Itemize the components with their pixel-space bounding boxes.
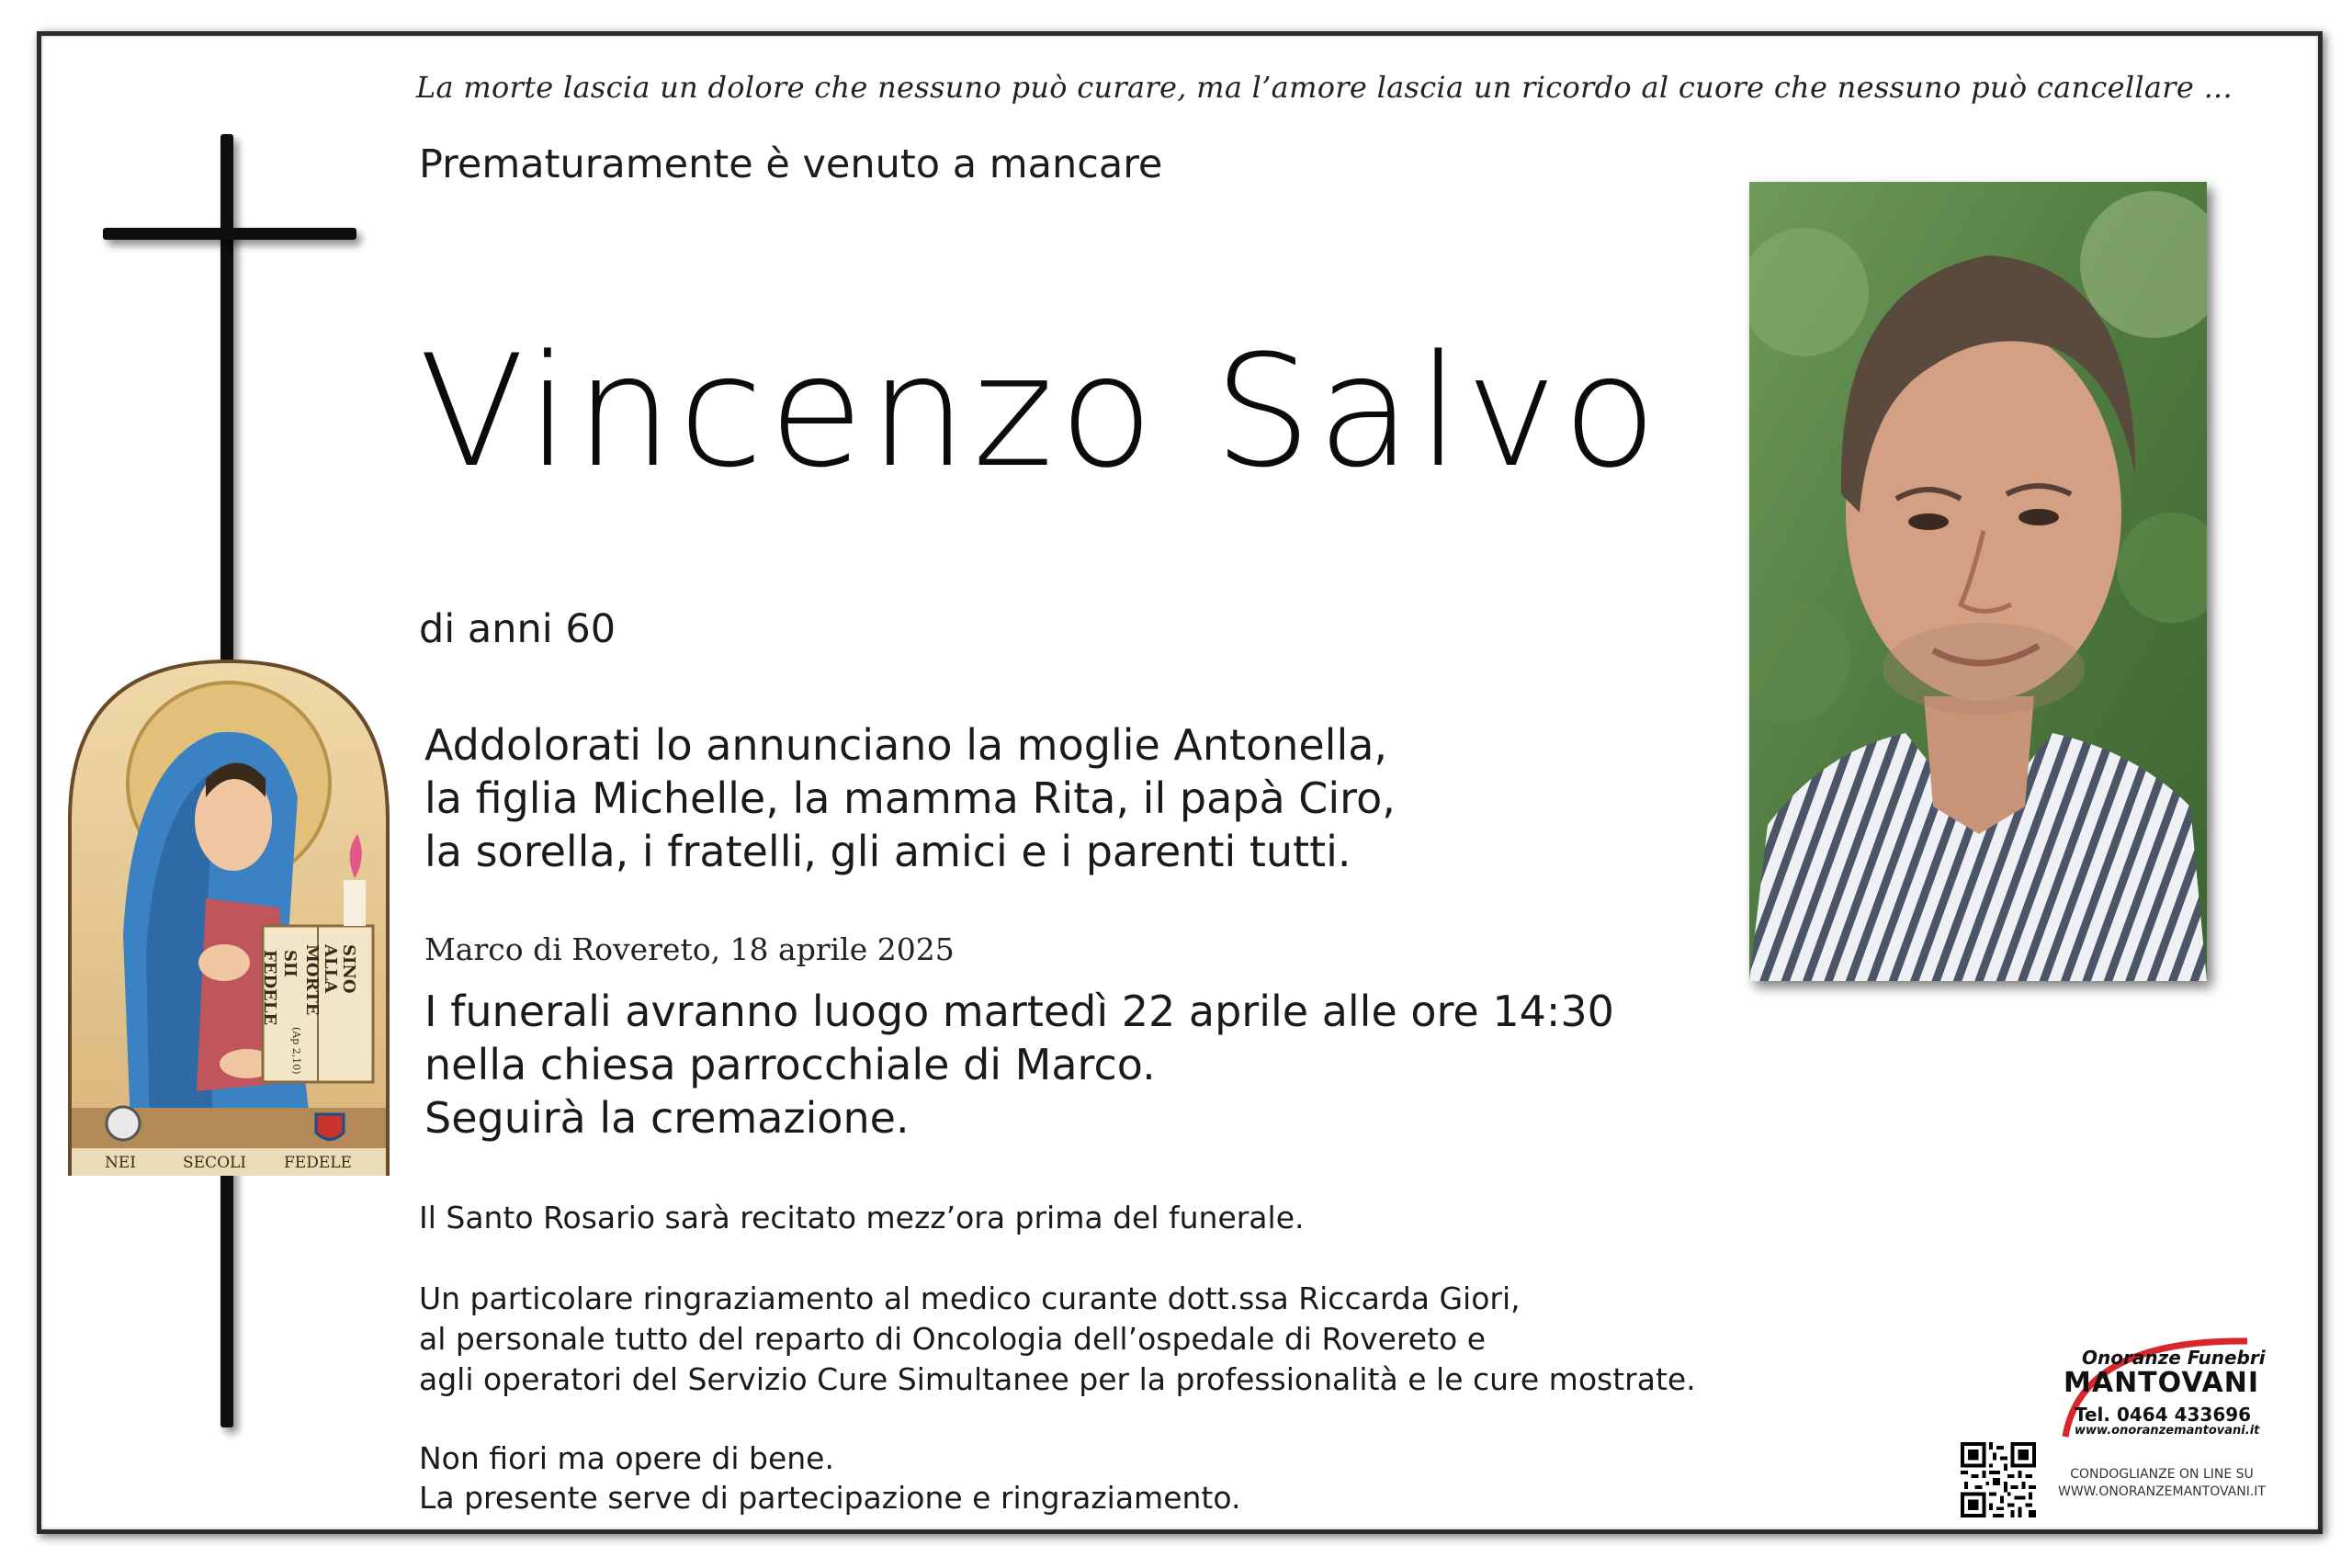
funeral-line: I funerali avranno luogo martedì 22 aprile alle ore 14:30 [424, 987, 1614, 1036]
banner-word: FEDELE [284, 1154, 352, 1172]
intro-line: Prematuramente è venuto a mancare [419, 141, 1163, 187]
closing-line: Non fiori ma opere di bene. [419, 1440, 834, 1476]
logo-phone: Tel. 0464 433696 [2075, 1404, 2252, 1426]
deceased-name: Vincenzo Salvo [419, 321, 1663, 502]
logo-title: Onoranze Funebri [2082, 1347, 2266, 1369]
banner-word: NEI [105, 1154, 136, 1172]
book-text-line: MORTE [302, 944, 322, 1016]
book-ref: (Ap 2,10) [290, 1027, 302, 1075]
announcement-line: la sorella, i fratelli, gli amici e i parenti tutti. [424, 827, 1351, 876]
banner-word: SECOLI [183, 1154, 247, 1172]
madonna-icon-image [68, 660, 390, 1176]
funeral-line: nella chiesa parrocchiale di Marco. [424, 1040, 1156, 1089]
closing-line: La presente serve di partecipazione e ringraziamento. [419, 1480, 1241, 1516]
funeral-home-logo [2054, 1330, 2275, 1440]
announcement-line: Addolorati lo annunciano la moglie Antonella, [424, 720, 1388, 770]
announcement-line: la figlia Michelle, la mamma Rita, il papà Ciro, [424, 773, 1396, 823]
book-text-line: SII [280, 950, 300, 977]
closing-block [419, 1438, 1240, 1517]
logo-website: www.onoranzemantovani.it [2075, 1424, 2260, 1438]
place-date: Marco di Rovereto, 18 aprile 2025 [424, 931, 955, 967]
book-text-line: FEDELE [260, 950, 279, 1026]
funeral-block [424, 985, 1614, 1145]
condolences-line: CONDOGLIANZE ON LINE SU [2070, 1467, 2254, 1482]
thanks-line: Un particolare ringraziamento al medico curante dott.ssa Riccarda Giori, [419, 1280, 1521, 1316]
rosary-line: Il Santo Rosario sarà recitato mezz’ora prima del funerale. [419, 1200, 1305, 1235]
age-line: di anni 60 [419, 606, 616, 652]
cross-icon-bar [103, 228, 356, 240]
funeral-line: Seguirà la cremazione. [424, 1093, 910, 1143]
logo-name: MANTOVANI [2064, 1367, 2260, 1399]
book-text-line: SINO [339, 944, 358, 994]
announcement-block [424, 718, 1396, 878]
condolences-note [2056, 1466, 2267, 1501]
condolences-link[interactable]: WWW.ONORANZEMANTOVANI.IT [2058, 1484, 2266, 1499]
thanks-line: al personale tutto del reparto di Oncologia dell’ospedale di Rovereto e [419, 1321, 1486, 1357]
portrait-photo [1749, 182, 2207, 981]
book-text-line: ALLA [321, 944, 340, 994]
thanks-block [419, 1279, 1696, 1400]
thanks-line: agli operatori del Servizio Cure Simultanee per la professionalità e le cure mostrate. [419, 1361, 1696, 1397]
qr-code-icon[interactable] [1961, 1442, 2036, 1517]
memorial-quote: La morte lascia un dolore che nessuno può curare, ma l’amore lascia un ricordo al cuore che nessuno può cancellare ... [415, 70, 2233, 105]
